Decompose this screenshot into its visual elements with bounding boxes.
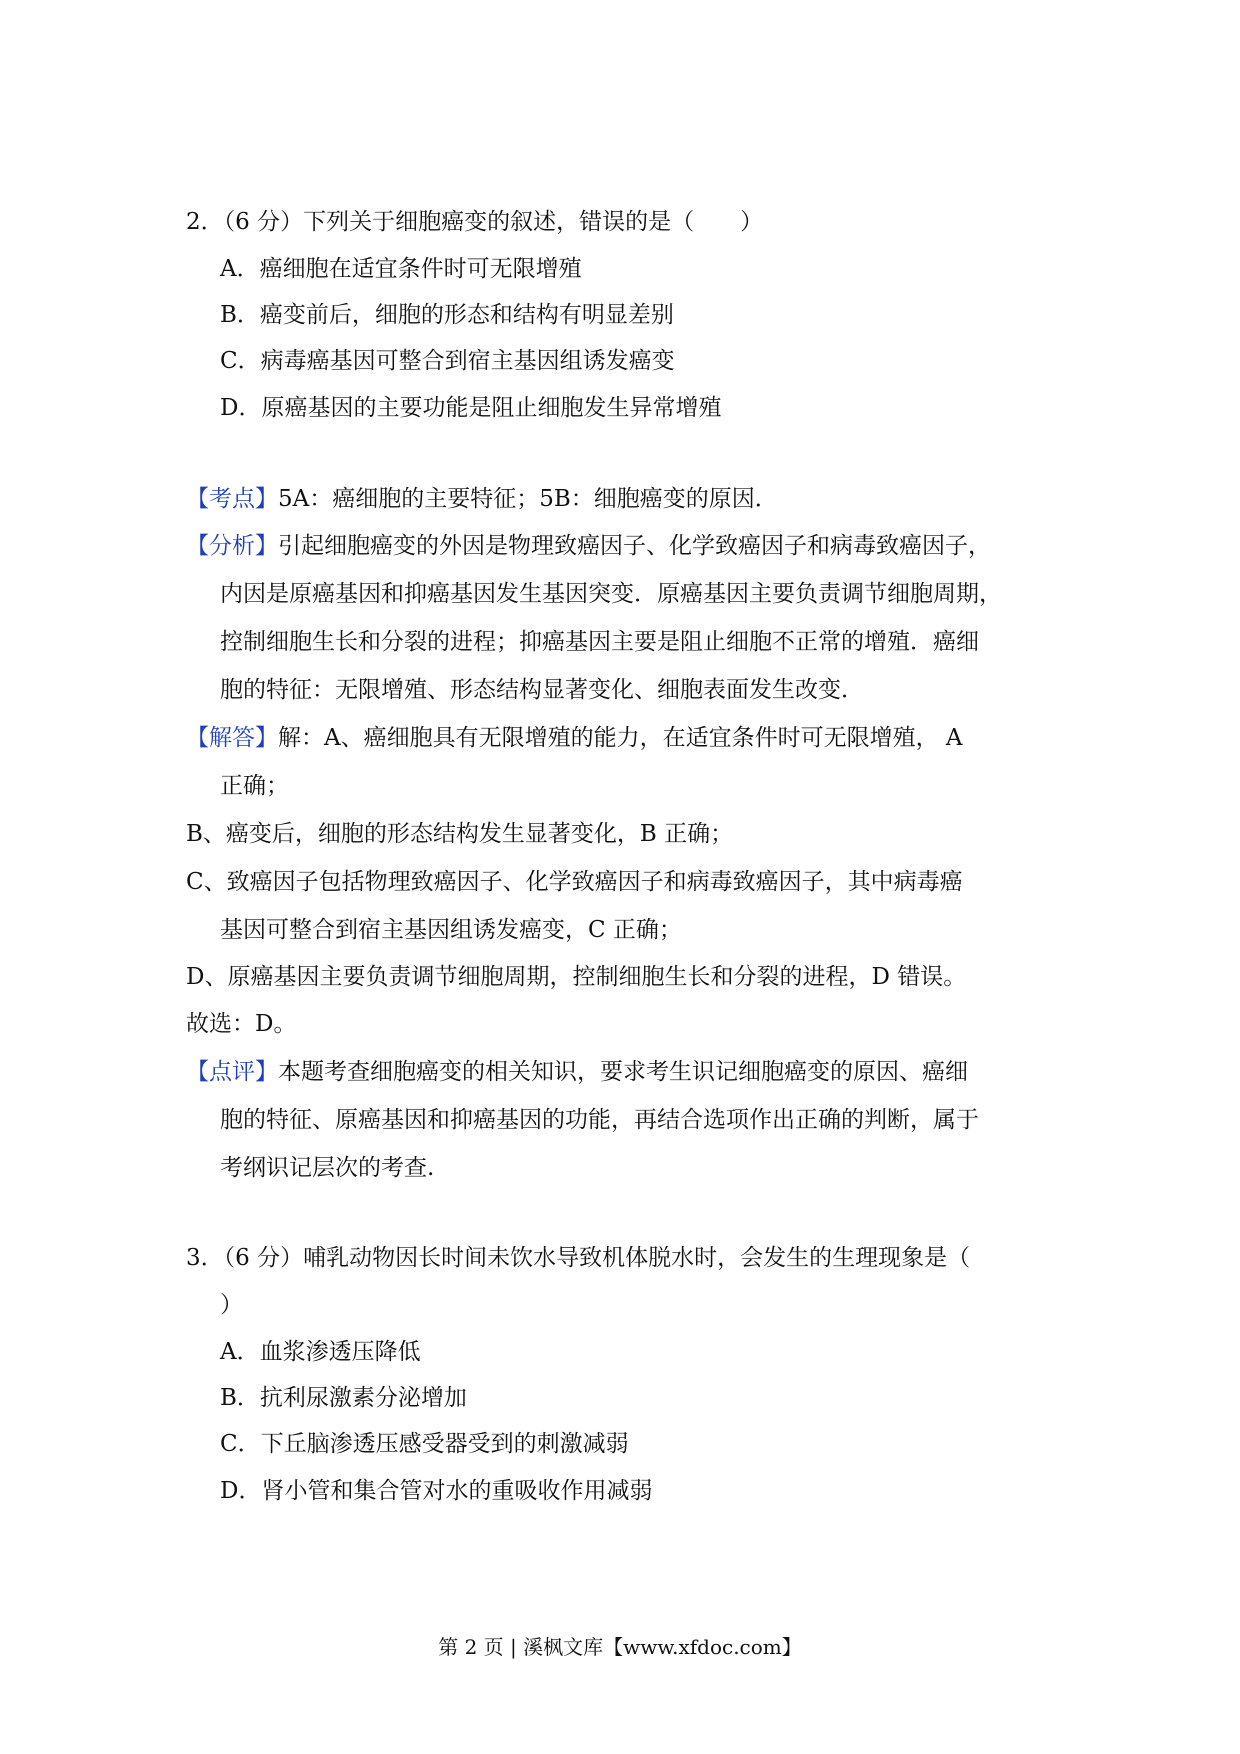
- jieda-line-5: 基因可整合到宿主基因组诱发癌变，C 正确；: [220, 917, 682, 943]
- fenxi-line-4: 胞的特征：无限增殖、形态结构显著变化、细胞表面发生改变．: [220, 677, 864, 703]
- question-2-option-c: C．病毒癌基因可整合到宿主基因组诱发癌变: [220, 348, 675, 374]
- question-2-stem: 2．（6 分）下列关于细胞癌变的叙述，错误的是（ ）: [186, 209, 764, 235]
- fenxi-line-1: 引起细胞癌变的外因是物理致癌因子、化学致癌因子和病毒致癌因子，: [278, 533, 991, 559]
- dianping-tag: 【点评】: [186, 1059, 278, 1085]
- jieda-line-2: 正确；: [220, 773, 289, 799]
- jieda-line-7: 故选：D。: [186, 1011, 297, 1037]
- fenxi-line-3: 控制细胞生长和分裂的进程；抑癌基因主要是阻止细胞不正常的增殖．癌细: [220, 629, 979, 655]
- question-3-stem-continued: ）: [220, 1292, 243, 1318]
- jieda-line-4: C、致癌因子包括物理致癌因子、化学致癌因子和病毒致癌因子，其中病毒癌: [186, 869, 963, 895]
- jieda-line-3: B、癌变后，细胞的形态结构发生显著变化，B 正确；: [186, 821, 734, 847]
- question-2-option-a: A．癌细胞在适宜条件时可无限增殖: [220, 256, 582, 282]
- kaodian-tag: 【考点】: [186, 486, 278, 512]
- question-3-option-a: A．血浆渗透压降低: [220, 1339, 421, 1365]
- question-3-option-b: B．抗利尿激素分泌增加: [220, 1385, 467, 1411]
- fenxi-tag: 【分析】: [186, 533, 278, 559]
- dianping-line-3: 考纲识记层次的考查.: [220, 1155, 435, 1181]
- kaodian-row: [186, 484, 778, 514]
- jieda-line-6: D、原癌基因主要负责调节细胞周期，控制细胞生长和分裂的进程，D 错误。: [186, 964, 967, 990]
- question-3-option-d: D．肾小管和集合管对水的重吸收作用减弱: [220, 1478, 653, 1504]
- page-footer: 第 2 页 | 溪枫文库【www.xfdoc.com】: [438, 1635, 802, 1659]
- dianping-row: [186, 1057, 968, 1087]
- dianping-line-1: 本题考查细胞癌变的相关知识，要求考生识记细胞癌变的原因、癌细: [278, 1059, 968, 1085]
- question-2-option-d: D．原癌基因的主要功能是阻止细胞发生异常增殖: [220, 395, 722, 421]
- jieda-row: [186, 723, 963, 753]
- dianping-line-2: 胞的特征、原癌基因和抑癌基因的功能，再结合选项作出正确的判断，属于: [220, 1107, 979, 1133]
- kaodian-text: 5A：癌细胞的主要特征；5B：细胞癌变的原因．: [278, 486, 778, 512]
- question-3-stem: 3．（6 分）哺乳动物因长时间未饮水导致机体脱水时，会发生的生理现象是（: [186, 1245, 971, 1271]
- jieda-tag: 【解答】: [186, 725, 278, 751]
- question-3-option-c: C．下丘脑渗透压感受器受到的刺激减弱: [220, 1431, 629, 1457]
- fenxi-line-2: 内因是原癌基因和抑癌基因发生基因突变．原癌基因主要负责调节细胞周期，: [220, 581, 1002, 607]
- jieda-line-1: 解：A、癌细胞具有无限增殖的能力，在适宜条件时可无限增殖， A: [278, 725, 963, 751]
- question-2-option-b: B．癌变前后，细胞的形态和结构有明显差别: [220, 302, 674, 328]
- fenxi-row: [186, 531, 991, 561]
